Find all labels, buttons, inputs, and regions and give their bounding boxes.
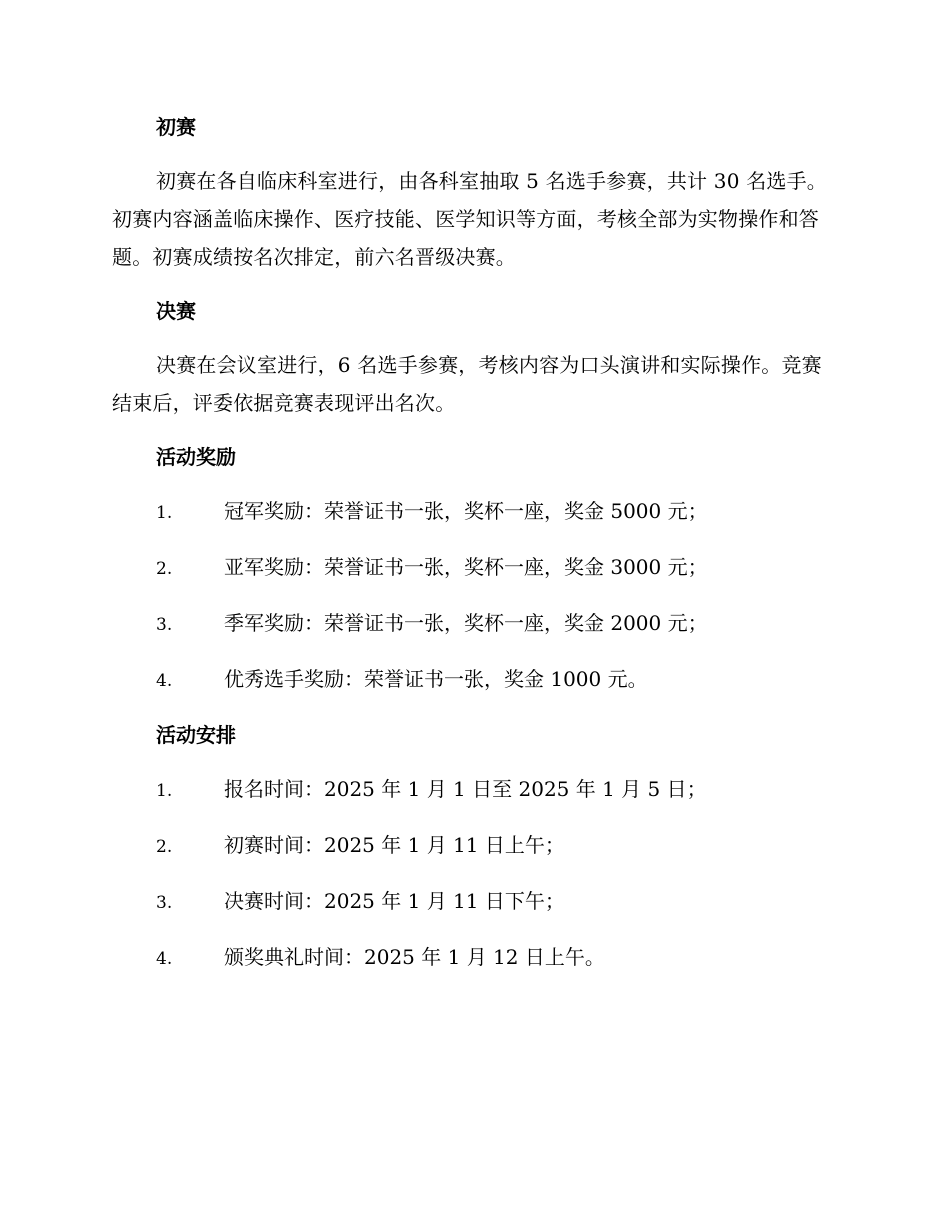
section-paragraph-preliminary: 初赛在各自临床科室进行，由各科室抽取 5 名选手参赛，共计 30 名选手。初赛内容涵盖临床操作、医疗技能、医学知识等方面，考核全部为实物操作和答题。初赛成绩按名次排定，前六名晋级决赛。 bbox=[112, 169, 828, 269]
list-item-number: 3. bbox=[156, 615, 173, 635]
list-item-text: 冠军奖励：荣誉证书一张，奖杯一座，奖金 5000 元； bbox=[224, 499, 708, 523]
section-heading-rewards: 活动奖励 bbox=[156, 445, 236, 469]
document-content bbox=[112, 108, 838, 978]
section-heading-schedule: 活动安排 bbox=[156, 723, 236, 747]
list-item bbox=[112, 770, 838, 810]
list-item-number: 4. bbox=[156, 671, 173, 691]
list-item-number: 2. bbox=[156, 559, 173, 579]
section-heading-preliminary: 初赛 bbox=[156, 115, 196, 139]
list-item-number: 1. bbox=[156, 503, 173, 523]
list-item-text: 季军奖励：荣誉证书一张，奖杯一座，奖金 2000 元； bbox=[224, 611, 708, 635]
list-item-number: 1. bbox=[156, 781, 173, 801]
list-item-text: 亚军奖励：荣誉证书一张，奖杯一座，奖金 3000 元； bbox=[224, 555, 708, 579]
list-item bbox=[112, 826, 838, 866]
list-item bbox=[112, 660, 838, 700]
rewards-list bbox=[112, 492, 838, 700]
list-item-number: 3. bbox=[156, 893, 173, 913]
list-item bbox=[112, 548, 838, 588]
list-item-text: 报名时间：2025 年 1 月 1 日至 2025 年 1 月 5 日； bbox=[224, 777, 707, 801]
schedule-list bbox=[112, 770, 838, 978]
section-heading-final: 决赛 bbox=[156, 299, 196, 323]
list-item bbox=[112, 604, 838, 644]
list-item-text: 优秀选手奖励：荣誉证书一张，奖金 1000 元。 bbox=[224, 667, 648, 691]
list-item-text: 颁奖典礼时间：2025 年 1 月 12 日上午。 bbox=[224, 945, 605, 969]
list-item-text: 决赛时间：2025 年 1 月 11 日下午； bbox=[224, 889, 565, 913]
list-item bbox=[112, 938, 838, 978]
section-paragraph-final: 决赛在会议室进行，6 名选手参赛，考核内容为口头演讲和实际操作。竞赛结束后，评委依据竞赛表现评出名次。 bbox=[112, 353, 822, 415]
list-item bbox=[112, 492, 838, 532]
list-item-text: 初赛时间：2025 年 1 月 11 日上午； bbox=[224, 833, 565, 857]
list-item bbox=[112, 882, 838, 922]
list-item-number: 4. bbox=[156, 949, 173, 969]
list-item-number: 2. bbox=[156, 837, 173, 857]
